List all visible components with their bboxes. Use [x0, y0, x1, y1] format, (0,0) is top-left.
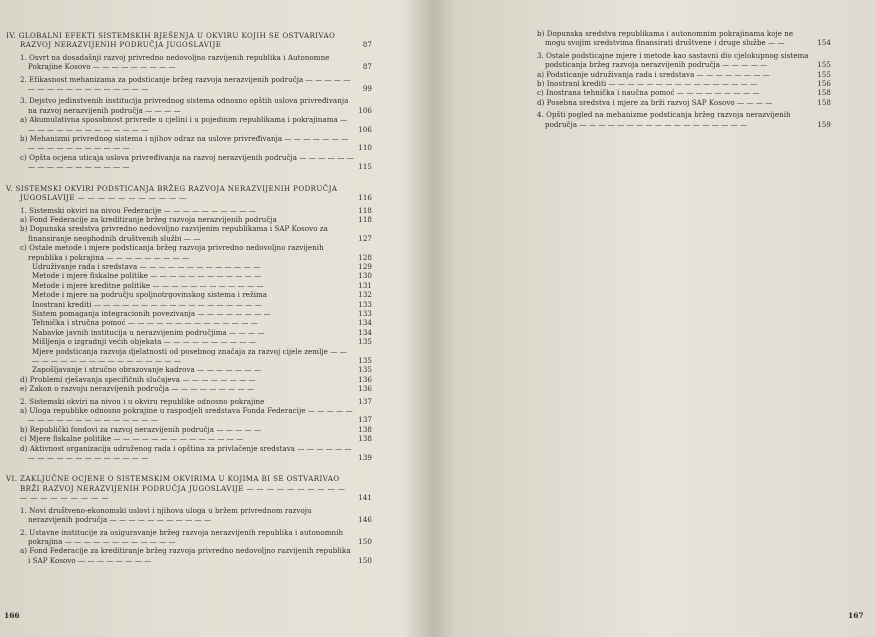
toc-entry-title: 4. Opšti pogled na mehanizme podsticanja bržeg razvoja nerazvijenih područja — — — — — — — — — — — — — — — — — —: [537, 110, 791, 129]
toc-entry-title: 2. Efikasnost mehanizama za podsticanje bržeg razvoja nerazvijenih područja — — — — — — — — — — — — — — — — — —: [20, 74, 351, 94]
toc-entry: [523, 88, 831, 97]
toc-entry: [6, 53, 372, 72]
toc-entry-page: 156: [817, 79, 831, 89]
right-page-number: 167: [848, 611, 864, 620]
toc-entry-page: 106: [358, 105, 372, 115]
toc-entry-page: 150: [358, 555, 372, 565]
toc-entry-page: 136: [358, 374, 372, 384]
toc-entry-title: b) Mehanizmi privrednog sistema i njihov odraz na uslove privređivanja — — — — — — — — — — — — — — — — — —: [20, 134, 349, 153]
toc-entry: [6, 546, 372, 565]
toc-entry: [6, 309, 372, 318]
toc-entry-title: 3. Ostale podsticajne mjere i metode kao sastavni dio cjelokupnog sistema podsticanja bržeg razvoja nerazvijenih područja — — — — —: [537, 50, 809, 70]
toc-entry: [6, 206, 372, 215]
toc-entry: [6, 271, 372, 280]
toc-entry-page: 138: [358, 424, 372, 434]
toc-entry-title: Inostrani krediti — — — — — — — — — — — — — — — — — —: [32, 299, 262, 309]
toc-entry: [6, 215, 372, 224]
toc-entry-page: 128: [358, 252, 372, 262]
toc-entry-title: a) Fond Federacije za kreditiranje bržeg razvoja privredno nedovoljno razvijenih republika i SAP Kosovo — — — — — — — —: [20, 546, 351, 565]
toc-entry-page: 133: [358, 308, 372, 318]
toc-entry-title: Mjere podsticanja razvoja djelatnosti od posebnog značaja za razvoj cijele zemlje — — — — — — — — — — — — — — — — — —: [32, 346, 347, 365]
toc-entry-title: V. SISTEMSKI OKVIRI PODSTICANJA BRŽEG RAZVOJA NERAZVIJENIH PODRUČJA JUGOSLAVIJE — — — — — — — — — — —: [6, 183, 338, 203]
toc-entry: [6, 224, 372, 243]
toc-entry: [523, 98, 831, 107]
toc-entry-title: IV. GLOBALNI EFEKTI SISTEMSKIH RJEŠENJA U OKVIRU KOJIH SE OSTVARIVAO RAZVOJ NERAZVIJENIH PODRUČJA JUGOSLAVIJE: [6, 31, 336, 50]
toc-entry: [6, 153, 372, 172]
toc-entry-page: 159: [817, 119, 831, 129]
toc-entry-title: c) Mjere fiskalne politike — — — — — — — — — — — — — —: [20, 434, 244, 444]
toc-entry-title: c) Inostrana tehnička i naučna pomoć — — — — — — — — —: [537, 88, 760, 98]
toc-entry-page: 127: [358, 233, 372, 243]
toc-entry-page: 155: [817, 60, 831, 70]
toc-entry-title: Sistem pomaganja integracionih povezivanja — — — — — — — —: [32, 308, 271, 318]
toc-entry-title: b) Dopunska sredstva privredno nedovoljno razvijenim republikama i SAP Kosovo za finansiranje neophodnih društvenih službi — —: [20, 224, 328, 243]
toc-entry-title: Udruživanje rada i sredstava — — — — — — — — — — — — —: [32, 261, 261, 271]
toc-entry-page: 130: [358, 271, 372, 281]
toc-entry-page: 158: [817, 88, 831, 98]
right-toc: [523, 29, 831, 129]
toc-entry: [6, 444, 372, 463]
toc-entry: [6, 318, 372, 327]
toc-entry: [6, 397, 372, 406]
toc-entry-page: 134: [358, 318, 372, 328]
toc-entry: V. SISTEMSKI OKVIRI PODSTICANJA BRŽEG RAZVOJA NERAZVIJENIH PODRUČJA JUGOSLAVIJE — — — — — — — — — — — 116: [6, 183, 372, 203]
toc-entry-title: Metode i mjere kreditne politike — — — — — — — — — — — —: [32, 280, 264, 290]
toc-entry-title: 1. Osvrt na dosadašnji razvoj privredno nedovoljno razvijenih republika i Autonomne Pokrajine Kosovo — — — — — — — — —: [20, 52, 330, 72]
toc-entry: [6, 75, 372, 94]
toc-entry-title: b) Inostrani krediti — — — — — — — — — — — — — — — —: [537, 79, 758, 89]
left-page: [0, 0, 432, 637]
toc-entry-title: 2. Ustavne institucije za osiguravanje bržeg razvoja nerazvijenih republika i autonomnih pokrajina — — — — — — — — — — — —: [20, 527, 344, 546]
toc-entry-page: 110: [358, 143, 372, 153]
toc-entry-title: Metode i mjere na području spoljnotrgovinskog sistema i režima: [32, 290, 268, 300]
toc-entry-page: 132: [358, 290, 372, 300]
toc-entry: VI. ZAKLJUČNE OCJENE O SISTEMSKIM OKVIRIMA U KOJIMA BI SE OSTVARIVAO BRŽI RAZVOJ NERAZVIJENIH PODRUČJA JUGOSLAVIJE — — — — — — — — — — — — — — — — — — — 141: [6, 474, 372, 503]
toc-entry-page: 115: [358, 162, 372, 172]
toc-entry-title: Mišljenja o izgradnji većih objekata — — — — — — — — — —: [32, 337, 256, 347]
toc-entry-page: 155: [817, 69, 831, 79]
toc-entry-title: Tehnička i stručna pomoć — — — — — — — — — — — — — —: [32, 318, 258, 328]
toc-entry: [6, 384, 372, 393]
toc-entry: [6, 406, 372, 425]
toc-entry-title: c) Ostale metode i mjere podsticanja bržeg razvoja privredno nedovoljno razvijenih republika i pokrajina — — — — — — — — —: [20, 243, 324, 262]
toc-entry-title: d) Problemi rješavanja specifičnih slučajeva — — — — — — — —: [20, 374, 256, 384]
toc-entry-page: 129: [358, 261, 372, 271]
toc-entry: [6, 365, 372, 374]
toc-entry: [6, 96, 372, 115]
toc-entry-page: 137: [358, 415, 372, 425]
toc-entry-title: a) Akumulativna sposobnost privrede u cjelini i u pojedinim republikama i pokrajinama — — — — — — — — — — — — — —: [20, 115, 348, 134]
toc-entry-title: 2. Sistemski okviri na nivou i u okviru republike odnosno pokrajine: [20, 396, 265, 406]
toc-entry: [6, 528, 372, 547]
toc-entry: IV. GLOBALNI EFEKTI SISTEMSKIH RJEŠENJA U OKVIRU KOJIH SE OSTVARIVAO RAZVOJ NERAZVIJENIH PODRUČJA JUGOSLAVIJE 87: [6, 31, 372, 50]
toc-entry-page: 133: [358, 299, 372, 309]
toc-entry: [523, 110, 831, 129]
toc-entry: [6, 434, 372, 443]
toc-entry: [6, 300, 372, 309]
toc-entry: [6, 262, 372, 271]
left-toc: [6, 31, 372, 565]
toc-entry-page: 135: [358, 365, 372, 375]
toc-entry-page: 135: [358, 337, 372, 347]
toc-entry: [523, 29, 831, 48]
toc-entry-page: 87: [362, 62, 372, 72]
toc-entry: [6, 290, 372, 299]
toc-entry-page: 131: [358, 280, 372, 290]
toc-entry-title: d) Aktivnost organizacija udruženog rada i opština za privlačenje sredstava — — — — — — — — — — — — — — — — — — —: [20, 443, 352, 463]
toc-entry: [6, 337, 372, 346]
toc-entry-page: 139: [358, 453, 372, 463]
toc-entry-title: Metode i mjere fiskalne politike — — — — — — — — — — — —: [32, 271, 262, 281]
toc-entry: [6, 375, 372, 384]
toc-entry-title: 1. Novi društveno-ekonomski uslovi i njihova uloga u bržem privrednom razvoju nerazvijenih područja — — — — — — — — — — —: [20, 505, 312, 525]
toc-entry-title: a) Uloga republike odnosno pokrajine u raspodjeli sredstava Fonda Federacije — — — — — — — — — — — — — — — — — — —: [20, 406, 353, 425]
toc-entry: [6, 425, 372, 434]
toc-entry: [523, 79, 831, 88]
toc-entry-page: 134: [358, 327, 372, 337]
toc-entry-title: a) Fond Federacije za kreditiranje bržeg razvoja nerazvijenih područja: [20, 214, 277, 224]
toc-entry-title: c) Opšta ocjena uticaja uslova privređivanja na razvoj nerazvijenih područja — — — — — — — — — — — — — — — — —: [20, 152, 354, 172]
toc-entry-page: 154: [817, 38, 831, 48]
toc-entry-page: 136: [358, 384, 372, 394]
toc-entry-title: 1. Sistemski okviri na nivou Federacije — — — — — — — — — —: [20, 205, 256, 215]
toc-entry: [6, 243, 372, 262]
toc-entry: [6, 328, 372, 337]
toc-entry-title: d) Posebna sredstva i mjere za brži razvoj SAP Kosovo — — — —: [537, 97, 773, 107]
toc-entry-page: 106: [358, 124, 372, 134]
toc-entry-page: 118: [358, 205, 372, 215]
toc-entry: [6, 134, 372, 153]
toc-entry: [523, 51, 831, 70]
toc-entry: [523, 70, 831, 79]
toc-entry: [6, 115, 372, 134]
toc-entry-title: a) Podsticanje udruživanja rada i sredstava — — — — — — — —: [537, 69, 770, 79]
toc-entry-page: 118: [358, 214, 372, 224]
toc-entry-title: Zapošljavanje i stručno obrazovanje kadrova — — — — — — —: [32, 365, 261, 375]
toc-entry-page: 150: [358, 536, 372, 546]
toc-entry-title: e) Zakon o razvoju nerazvijenih područja — — — — — — — — —: [20, 384, 255, 394]
toc-entry-title: b) Dopunska sredstva republikama i autonomnim pokrajinama koje ne mogu svojim sredstvima finansirati društvene i druge službe — —: [537, 29, 794, 48]
toc-entry: [6, 281, 372, 290]
toc-entry-page: 99: [362, 84, 372, 94]
toc-entry: [6, 347, 372, 366]
toc-entry-page: 138: [358, 434, 372, 444]
toc-entry-page: 137: [358, 396, 372, 406]
toc-entry-title: b) Republički fondovi za razvoj nerazvijenih područja — — — — —: [20, 424, 262, 434]
toc-entry-page: 158: [817, 97, 831, 107]
toc-entry-page: 146: [358, 515, 372, 525]
toc-entry-title: 3. Dejstvo jedinstvenih institucija privrednog sistema odnosno opštih uslova privređivanja na razvoj nerazvijenih područja — — — —: [20, 96, 349, 115]
right-page: [440, 0, 876, 637]
toc-entry-title: VI. ZAKLJUČNE OCJENE O SISTEMSKIM OKVIRIMA U KOJIMA BI SE OSTVARIVAO BRŽI RAZVOJ NERAZVIJENIH PODRUČJA JUGOSLAVIJE — — — — — — — — — — — — — — — — — — —: [6, 474, 346, 503]
toc-entry: [6, 506, 372, 525]
toc-entry-page: 135: [358, 356, 372, 365]
toc-entry-title: Nabavke javnih institucija u nerazvijenim područjima — — — —: [32, 327, 265, 337]
left-page-number: 166: [4, 611, 20, 620]
